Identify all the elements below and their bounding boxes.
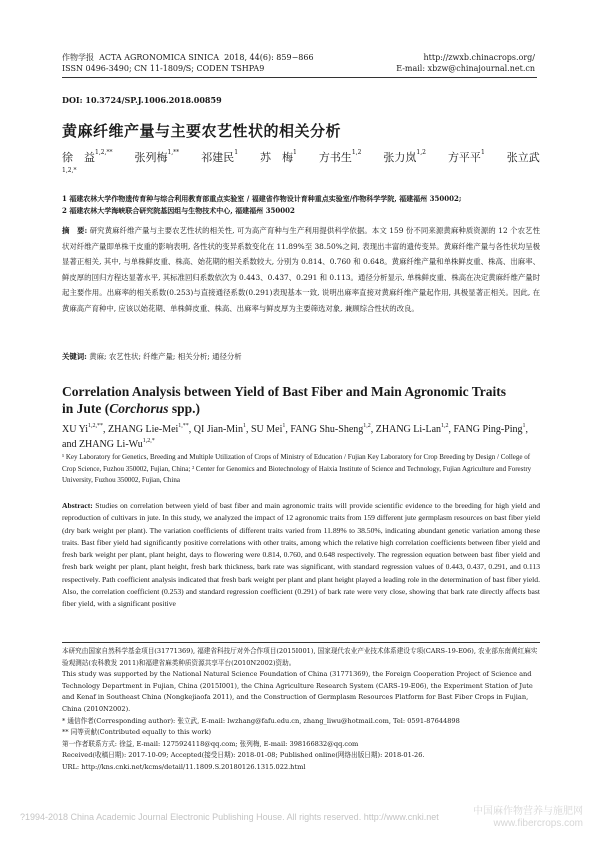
- abstract-en-text: Studies on correlation between yield of bast fiber and main agronomic traits will provide scientific evidence to the breeding for high yield and reproduction of cultivars in jute. In this study, we analyzed the impact of 12 agronomic traits from 159 different jute germplasm resources on bast fiber yield (dry bark weight per plant). The variation coefficients of different traits varied from 11.89% to 38.50%, indicating abundant genetic variation among these traits. Bast fiber yield had significantly positive correlations with other traits, among which the relative high correlation coefficients between fiber yield and fresh bark weight per plant, plant height, days to flowering were 0.814, 0.760, and 0.648 respectively. The regression equation between bast fiber yield and fresh bark weight per plant, plant height, fresh bark thickness, bark rate was significant, with standard regression values of 0.443, 0.437, 0.291, and 0.113 respectively. Path coefficient analysis indicated that fresh bark weight per plant and plant height played a leading role in the determination of bast fiber yield. Also, the correlation coefficient (0.253) and standard regression coefficient (0.291) of bark rate were very close, showing that bark rate directly affects bast fiber yield, with a significant positive: [62, 501, 540, 609]
- watermark-line2: www.fibercrops.com: [493, 818, 583, 829]
- authors-cn: [62, 149, 542, 185]
- footnote-dates: Received(收稿日期): 2017-10-09; Accepted(接受日期): 2018-01-08; Published online(网络出版日期): 2018-01-26.: [62, 751, 425, 760]
- keywords-cn-text: 黄麻; 农艺性状; 纤维产量; 相关分析; 通径分析: [89, 352, 242, 361]
- footnote-url[interactable]: URL: http://kns.cnki.net/kcms/detail/11.1809.S.20180126.1315.022.html: [62, 762, 306, 771]
- abstract-en-label: Abstract:: [62, 501, 93, 510]
- keywords-cn-label: 关键词:: [62, 352, 87, 361]
- author-en: FANG Shu-Sheng$^{1,2}$,: [290, 423, 376, 435]
- affiliation-cn-2: 2 福建农林大学海峡联合研究院基因组与生物技术中心, 福建福州 350002: [62, 206, 295, 215]
- footnote-corresponding: * 通信作者(Corresponding author): 张立武, E-mail: lwzhang@fafu.edu.cn, zhang_liwu@hotmail.com, Tel: 0591-87644898: [62, 716, 460, 725]
- author-cn: 徐 益$^{1,2,**}$: [62, 149, 113, 164]
- author-en: XU $Yi^{1,2,**}$,: [62, 423, 109, 435]
- title-en-line1: Correlation Analysis between Yield of Bast Fiber and Main Agronomic Traits: [62, 384, 507, 399]
- watermark: [473, 806, 583, 830]
- footnote-funding-cn: 本研究由国家自然科学基金项目(31771369), 福建省科技厅对外合作项目(2015I001), 国家现代农业产业技术体系建设专项(CARS-19-E06), 农业部东南黄红麻实验观测站(农科教发 2011)和福建省麻类种质资源共享平台(2010N2002)资助。: [62, 647, 538, 667]
- authors-en: [62, 422, 540, 452]
- footnote-funding-en: This study was supported by the National Natural Science Foundation of China (31771369), the Foreign Cooperation Project of Science and Technology Department in Fujian, China (2015I001), the China Agriculture Research System (CARS-19-E06), the Experiment Station of Jute and Kenaf in Southeast China (Nongkejiaofa 2011), and the Construction of Germplasm Resources Platform for Bast Fiber Crops in Fujian, China (2010N2002).: [62, 670, 533, 713]
- journal-name-cn: 作物学报: [62, 53, 94, 62]
- footnote-equal-contribution: ** 同等贡献(Contributed equally to this work): [62, 728, 212, 737]
- header-rule: [62, 77, 537, 78]
- journal-issn: ISSN 0496-3490; CN 11-1809/S; CODEN TSHPA9: [62, 64, 265, 73]
- copyright-footer: ?1994-2018 China Academic Journal Electronic Publishing House. All rights reserved. http://www.cnki.net: [20, 812, 439, 822]
- author-en: ZHANG Li-Lan$^{1,2}$,: [375, 423, 454, 435]
- author-en: FANG Ping-Ping$^1$, and: [62, 423, 529, 450]
- doi[interactable]: DOI: 10.3724/SP.J.1006.2018.00859: [62, 95, 222, 105]
- footnote-rule: [62, 642, 540, 643]
- abstract-en: [62, 500, 540, 611]
- affiliations-en: ¹ Key Laboratory for Genetics, Breeding and Multiple Utilization of Crops of Ministry of Education / Fujian Key Laboratory for Crop Breeding by Design / College of Crop Science, Fuzhou 350002, Fujian, China; ² Center for Genomics and Biotechnology of Haixia Institute of Science and Technology, Fujian Agriculture and Forestry University, Fuzhou 350002, Fujian, China: [62, 453, 532, 484]
- footnote-first-author: 第一作者联系方式: 徐益, E-mail: 1275924118@qq.com; 张列梅, E-mail: 398166832@qq.com: [62, 739, 359, 748]
- author-cn: 方书生$^{1,2}$: [318, 149, 362, 164]
- journal-email[interactable]: E-mail: xbzw@chinajournal.net.cn: [396, 64, 535, 73]
- author-cn: 方平平$^1$: [447, 149, 485, 164]
- journal-header-right: [396, 52, 535, 74]
- affiliation-cn-1: 1 福建农林大学作物遗传育种与综合利用教育部重点实验室 / 福建省作物设计育种重点实验室/作物科学学院, 福建福州 350002;: [62, 194, 462, 203]
- author-cn: 苏 梅$^1$: [260, 149, 297, 164]
- abstract-cn-label: 摘 要:: [62, 226, 88, 235]
- author-cn: 祁建民$^1$: [201, 149, 239, 164]
- title-en-genus: Corchorus: [109, 401, 169, 416]
- title-en-line2: in Jute (Corchorus spp.): [62, 401, 201, 416]
- journal-header-left: [62, 52, 314, 74]
- journal-name-en: ACTA AGRONOMICA SINICA: [99, 53, 220, 62]
- author-en: ZHANG $Li-Wu^{1,2,*}$: [78, 438, 155, 450]
- title-cn: 黄麻纤维产量与主要农艺性状的相关分析: [62, 122, 342, 140]
- author-en: SU Mei$^1$,: [250, 423, 291, 435]
- author-en: QI Jian-Min$^1$,: [193, 423, 251, 435]
- abstract-cn: [62, 223, 540, 317]
- watermark-line1: 中国麻作物营养与施肥网: [473, 806, 583, 817]
- journal-issue: 2018, 44(6): 859−866: [224, 53, 314, 62]
- author-cn: 张立武$^{1,2,*}$: [62, 151, 540, 174]
- author-cn: 张力岚$^{1,2}$: [383, 149, 426, 164]
- author-en: ZHANG Lie-Mei$^{1,**}$,: [108, 423, 194, 435]
- keywords-cn: [62, 351, 540, 362]
- title-en: [62, 383, 540, 417]
- author-cn: 张列梅$^{1,**}$: [134, 149, 180, 164]
- footnotes: [62, 646, 540, 774]
- abstract-cn-text: 研究黄麻纤维产量与主要农艺性状的相关性, 可为高产育种与生产利用提供科学依据。本文 159 份不同来源黄麻种质资源的 12 个农艺性状对纤维产量即单株干皮重的影响表明, 各性状的变异系数变化在 11.89%至 38.50%之间, 表现出丰富的遗传变异。黄麻纤维产量与各性状均呈极显著正相关, 其中, 与单株鲜皮重、株高、始花期的相关系数较大, 分别为 0.814、0.760 和 0.648。黄麻纤维产量和单株鲜皮重、株高、出麻率、鲜皮厚的回归方程达显著水平, 其标准回归系数依次为 0.443、0.437、0.291 和 0.113。通径分析显示, 单株鲜皮重、株高在决定黄麻纤维产量时起主要作用。出麻率的相关系数(0.253)与直接通径系数(0.291)表现基本一致, 说明出麻率直接对黄麻纤维产量起作用, 具极显著正相关。因此, 在黄麻高产育种中, 应该以始花期、单株鲜皮重、株高、出麻率与鲜皮厚为主要筛选对象, 兼顾综合性状的改良。: [62, 226, 541, 313]
- journal-url[interactable]: http://zwxb.chinacrops.org/: [423, 53, 535, 62]
